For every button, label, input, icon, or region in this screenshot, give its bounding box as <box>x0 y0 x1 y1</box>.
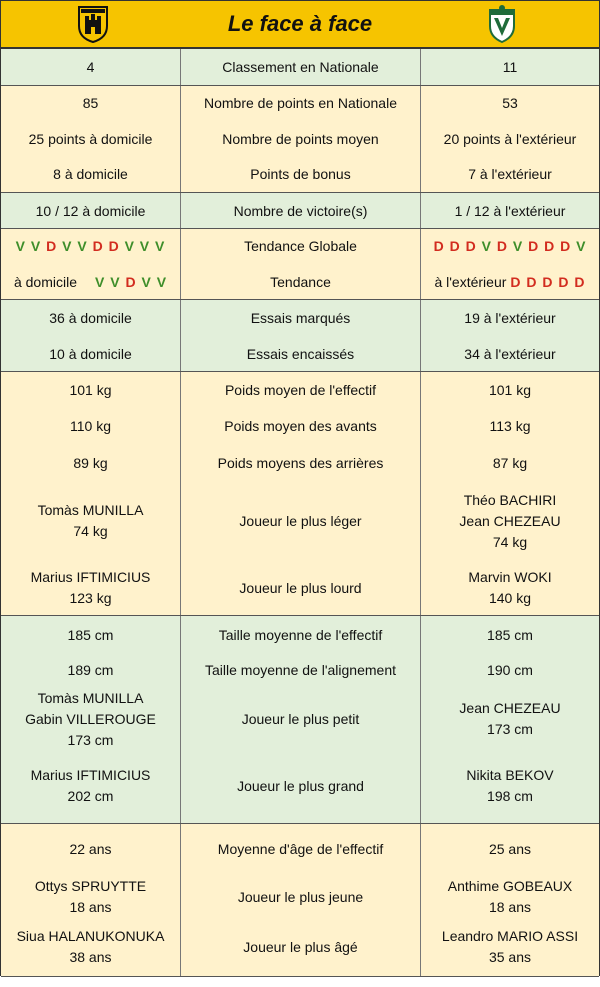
home-value-line: 25 points à domicile <box>28 130 153 147</box>
loss-mark: D <box>558 273 575 290</box>
away-form-context: à l'extérieur <box>434 273 507 290</box>
away-value-line: Jean CHEZEAU <box>459 700 561 716</box>
away-value-line: 173 cm <box>487 721 533 737</box>
loss-mark: D <box>46 237 63 254</box>
away-value-line: 87 kg <box>492 454 528 471</box>
home-value-line: 89 kg <box>73 454 108 471</box>
win-mark: V <box>77 237 93 254</box>
win-mark: V <box>30 237 47 254</box>
loss-mark: D <box>108 237 125 254</box>
stat-label-text: Poids moyens des arrières <box>217 454 384 471</box>
loss-mark: D <box>544 237 561 254</box>
win-mark: V <box>139 237 156 254</box>
home-value-line: 185 cm <box>67 626 114 643</box>
home-value-line: 189 cm <box>67 661 114 678</box>
win-mark: V <box>124 237 140 254</box>
stat-label-text: Joueur le plus lourd <box>239 579 362 596</box>
loss-mark: D <box>125 273 142 290</box>
loss-mark: D <box>560 237 577 254</box>
away-value-line: 35 ans <box>488 949 532 965</box>
loss-mark: D <box>465 237 482 254</box>
page-title: Le face à face <box>227 11 373 36</box>
away-value-line: 198 cm <box>487 788 533 804</box>
loss-mark: D <box>574 273 586 290</box>
stat-label-text: Tendance <box>270 273 331 290</box>
win-mark: V <box>512 237 529 254</box>
home-value-line: 101 kg <box>69 381 112 398</box>
loss-mark: D <box>496 237 513 254</box>
home-value-line: Tomàs MUNILLA <box>37 689 144 706</box>
stat-label-text: Taille moyenne de l'effectif <box>218 626 383 643</box>
stat-label-text: Joueur le plus grand <box>237 777 364 794</box>
away-value-line: 19 à l'extérieur <box>464 309 556 326</box>
win-mark: V <box>576 237 587 254</box>
stat-label-text: Taille moyenne de l'alignement <box>204 661 396 678</box>
home-value-line: 85 <box>82 94 99 111</box>
away-value-line: 101 kg <box>488 381 532 398</box>
loss-mark: D <box>449 237 466 254</box>
away-value-line: 185 cm <box>487 626 533 643</box>
away-value-line: 113 kg <box>489 417 531 434</box>
away-value-line: 190 cm <box>487 661 533 678</box>
win-mark: V <box>62 237 78 254</box>
win-mark: V <box>156 273 168 290</box>
loss-mark: D <box>526 273 543 290</box>
stat-label-text: Joueur le plus petit <box>241 710 360 727</box>
win-mark: V <box>481 237 497 254</box>
away-value-line: Nikita BEKOV <box>466 767 554 783</box>
home-value-line: 74 kg <box>73 523 108 539</box>
home-value-line: Gabin VILLEROUGE <box>25 710 156 727</box>
stat-label-text: Poids moyen de l'effectif <box>224 381 377 398</box>
home-value-line: 173 cm <box>67 731 114 748</box>
home-value-line: 202 cm <box>67 788 114 804</box>
stat-label-text: Essais marqués <box>250 309 351 326</box>
away-value-line: Marvin WOKI <box>468 569 552 585</box>
section-7 <box>1 616 599 824</box>
stat-label-text: Classement en Nationale <box>222 58 379 75</box>
win-mark: V <box>15 237 31 254</box>
win-mark: V <box>110 273 126 290</box>
home-value-line: 123 kg <box>69 590 112 606</box>
stat-label-text: Joueur le plus âgé <box>243 938 358 955</box>
home-value-line: 36 à domicile <box>49 309 132 326</box>
home-value-line: 110 kg <box>70 417 111 434</box>
win-mark: V <box>94 273 111 290</box>
section-6 <box>1 372 599 616</box>
away-value-line: 18 ans <box>488 899 532 915</box>
away-value-line: Jean CHEZEAU <box>459 512 561 529</box>
home-value-line: Siua HALANUKONUKA <box>16 928 165 944</box>
home-value-line: Ottys SPRUYTTE <box>34 878 147 894</box>
stat-label-text: Tendance Globale <box>244 237 357 254</box>
stat-label-text: Essais encaissés <box>246 345 355 362</box>
stat-label-text: Moyenne d'âge de l'effectif <box>217 840 384 857</box>
loss-mark: D <box>542 273 559 290</box>
loss-mark: D <box>528 237 545 254</box>
away-value-line: Anthime GOBEAUX <box>447 878 573 894</box>
stat-label-text: Nombre de victoire(s) <box>233 202 368 219</box>
stat-label-text: Nombre de points en Nationale <box>203 94 397 111</box>
away-value-line: 53 <box>502 94 518 111</box>
home-value-line: 38 ans <box>69 949 112 965</box>
stat-label-text: Nombre de points moyen <box>222 130 379 147</box>
section-8 <box>1 824 599 977</box>
stat-label-text: Points de bonus <box>250 165 351 182</box>
home-value-line: Marius IFTIMICIUS <box>30 569 151 585</box>
loss-mark: D <box>510 273 527 290</box>
loss-mark: D <box>92 237 109 254</box>
home-value-row-20 <box>1 907 180 987</box>
home-form-context: à domicile <box>13 273 77 290</box>
home-value-line: 10 à domicile <box>49 345 132 362</box>
home-value-line: 22 ans <box>69 840 112 857</box>
away-value-line: 20 points à l'extérieur <box>443 130 577 147</box>
away-value-row-20 <box>421 907 599 987</box>
stat-label-text: Poids moyen des avants <box>224 417 377 434</box>
home-value-line: 18 ans <box>69 899 112 915</box>
away-value-line: 11 <box>502 58 518 75</box>
home-value-line: 10 / 12 à domicile <box>35 202 146 219</box>
away-value-line: 1 / 12 à l'extérieur <box>454 202 566 219</box>
away-value-line: 74 kg <box>492 533 528 550</box>
away-value-line: Théo BACHIRI <box>463 491 557 508</box>
win-mark: V <box>141 273 157 290</box>
away-value-line: 140 kg <box>488 590 532 606</box>
stat-label-row-20 <box>181 907 420 987</box>
loss-mark: D <box>433 237 450 254</box>
away-value-line: 7 à l'extérieur <box>468 165 552 182</box>
win-mark: V <box>155 237 166 254</box>
home-value-line: 4 <box>86 58 95 75</box>
home-value-line: Marius IFTIMICIUS <box>30 767 151 783</box>
stat-label-text: Joueur le plus léger <box>239 512 362 529</box>
home-value-line: 8 à domicile <box>53 165 128 182</box>
stat-label-text: Joueur le plus jeune <box>237 888 364 905</box>
away-value-line: 25 ans <box>488 840 532 857</box>
away-value-line: 34 à l'extérieur <box>464 345 556 362</box>
home-value-line: Tomàs MUNILLA <box>37 502 144 518</box>
away-value-line: Leandro MARIO ASSI <box>441 928 579 944</box>
